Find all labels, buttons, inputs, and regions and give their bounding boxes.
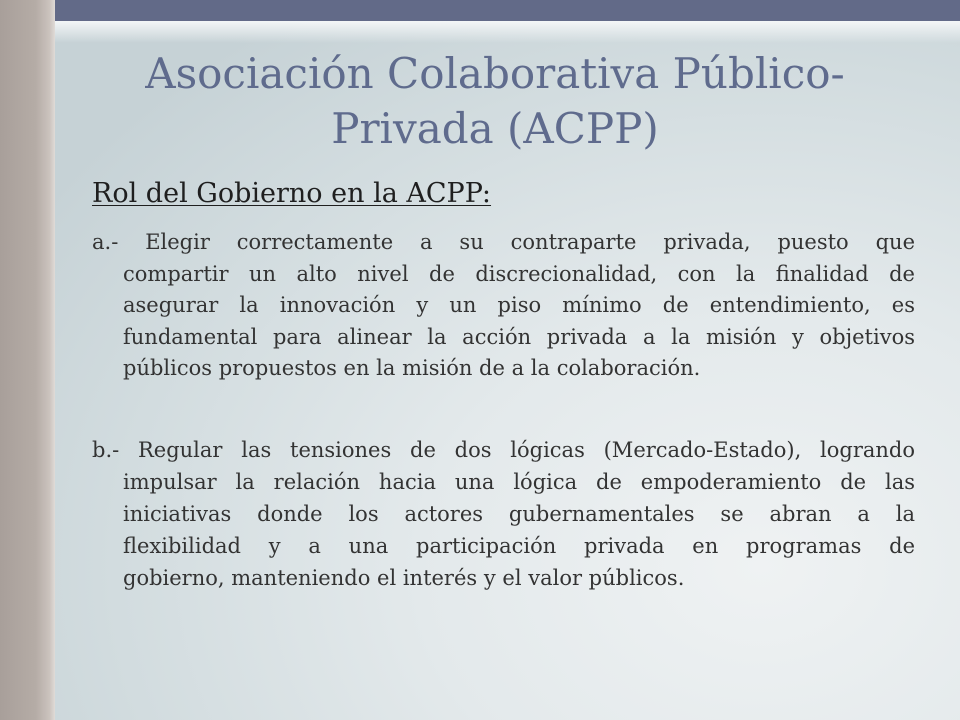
paragraph-b-line-5: gobierno, manteniendo el interés y el valor públicos.: [123, 566, 685, 590]
paragraph-b-line-4: flexibilidad y a una participación privada en programas de: [123, 534, 915, 558]
paragraph-b-line-2: impulsar la relación hacia una lógica de empoderamiento de las: [123, 470, 915, 494]
paragraph-a-line-2: compartir un alto nivel de discrecionalidad, con la finalidad de: [123, 261, 915, 286]
paragraph-a-line-3: asegurar la innovación y un piso mínimo de entendimiento, es: [123, 293, 915, 317]
left-decorative-strip: [0, 0, 55, 720]
paragraph-b-line-1: b.- Regular las tensiones de dos lógicas (Mercado-Estado), logrando: [92, 438, 915, 462]
slide-title: [90, 46, 900, 156]
paragraph-a-line-5: públicos propuestos en la misión de a la colaboración.: [123, 356, 701, 380]
section-heading: Rol del Gobierno en la ACPP:: [92, 178, 492, 209]
paragraph-a-line-4: fundamental para alinear la acción privada a la misión y objetivos: [123, 324, 915, 349]
paragraph-b-line-3: iniciativas donde los actores gubernamentales se abran a la: [123, 502, 915, 526]
paragraph-b: [92, 434, 915, 594]
paragraph-a: [92, 227, 915, 385]
top-highlight-band: [55, 21, 960, 43]
slide-title-line-2: Privada (ACPP): [331, 104, 659, 153]
top-decorative-bar: [55, 0, 960, 21]
slide-title-line-1: Asociación Colaborativa Público-: [145, 49, 845, 98]
paragraph-a-line-1: a.- Elegir correctamente a su contraparte privada, puesto que: [92, 230, 915, 254]
